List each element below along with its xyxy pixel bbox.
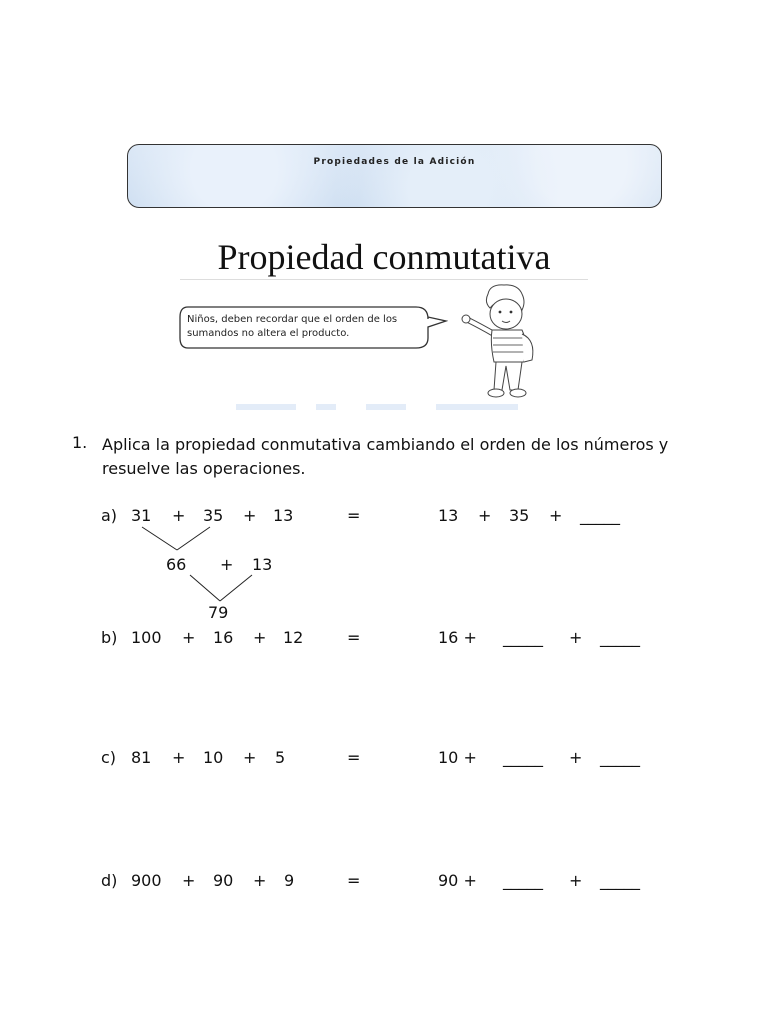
addend: 13 xyxy=(438,506,459,525)
exercise-label: d) xyxy=(101,871,118,890)
worked-example-lines xyxy=(140,525,260,605)
page-title: Propiedad conmutativa xyxy=(217,237,551,277)
answer-blank[interactable]: _____ xyxy=(600,748,640,767)
addend: 35 xyxy=(509,506,530,525)
addend: 10 + xyxy=(438,748,477,767)
header-banner xyxy=(127,144,662,208)
equals-sign: = xyxy=(347,871,361,890)
equals-sign: = xyxy=(347,506,361,525)
watermark-band xyxy=(236,402,518,412)
addend: 90 xyxy=(213,871,234,890)
addend: 81 xyxy=(131,748,152,767)
equals-sign: = xyxy=(347,628,361,647)
question-text: Aplica la propiedad conmutativa cambiando el orden de los números y resuelve las operaciones. xyxy=(102,435,669,478)
partial-sum: 66 xyxy=(166,555,187,574)
equals-sign: = xyxy=(347,748,361,767)
addend: 31 xyxy=(131,506,152,525)
banner-title: Propiedades de la Adición xyxy=(313,157,476,167)
bubble-text: Niños, deben recordar que el orden de los sumandos no altera el producto. xyxy=(187,314,398,339)
boy-illustration xyxy=(460,282,544,402)
addend: 9 xyxy=(284,871,295,890)
plus-sign: + xyxy=(243,506,257,525)
plus-sign: + xyxy=(182,871,196,890)
answer-blank[interactable]: _____ xyxy=(600,628,640,647)
addend: 900 xyxy=(131,871,162,890)
plus-sign: + xyxy=(569,748,583,767)
plus-sign: + xyxy=(478,506,492,525)
title-underline xyxy=(180,279,588,280)
addend: 16 xyxy=(213,628,234,647)
addend: 90 + xyxy=(438,871,477,890)
answer-blank[interactable]: _____ xyxy=(503,871,543,890)
exercise-label: b) xyxy=(101,628,118,647)
addend: 35 xyxy=(203,506,224,525)
answer-blank[interactable]: _____ xyxy=(503,748,543,767)
plus-sign: + xyxy=(172,506,186,525)
addend: 10 xyxy=(203,748,224,767)
plus-sign: + xyxy=(172,748,186,767)
addend: 100 xyxy=(131,628,162,647)
plus-sign: + xyxy=(549,506,563,525)
plus-sign: + xyxy=(182,628,196,647)
plus-sign: + xyxy=(569,628,583,647)
answer-blank[interactable]: _____ xyxy=(503,628,543,647)
answer-blank[interactable]: _____ xyxy=(580,506,620,525)
plus-sign: + xyxy=(220,555,234,574)
addend: 5 xyxy=(275,748,286,767)
question-number: 1. xyxy=(72,433,88,452)
plus-sign: + xyxy=(243,748,257,767)
plus-sign: + xyxy=(253,628,267,647)
addend: 13 xyxy=(273,506,294,525)
plus-sign: + xyxy=(253,871,267,890)
plus-sign: + xyxy=(569,871,583,890)
addend: 13 xyxy=(252,555,273,574)
exercise-label: a) xyxy=(101,506,118,525)
addend: 12 xyxy=(283,628,304,647)
addend: 16 + xyxy=(438,628,477,647)
answer-blank[interactable]: _____ xyxy=(600,871,640,890)
exercise-label: c) xyxy=(101,748,117,767)
total-sum: 79 xyxy=(208,603,229,622)
